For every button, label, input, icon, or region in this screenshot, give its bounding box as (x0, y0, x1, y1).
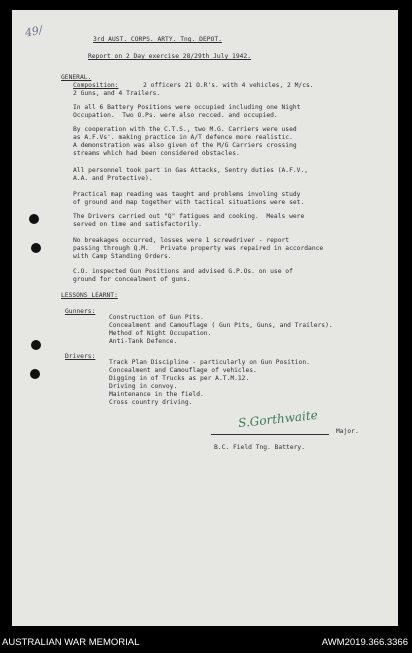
paragraph-line: served on time and satisfactorily. (73, 221, 202, 228)
drivers-label: Drivers: (65, 353, 96, 360)
paragraph-line: C.O. inspected Gun Positions and advised G.P.Os. on use of (73, 268, 293, 275)
signatory-rank: Major. (336, 428, 359, 435)
footer-attribution: AUSTRALIAN WAR MEMORIAL (2, 637, 140, 648)
paragraph-line: streams which had been considered obstacles. (73, 150, 240, 157)
paragraph-line: The Drivers carried out "Q" fatigues and cooking. Meals were (73, 213, 305, 220)
gunners-label: Gunners: (65, 308, 96, 315)
paragraph-line: In all 6 Battery Positions were occupied including one Night (73, 104, 301, 111)
drivers-item: Track Plan Discipline - particularly on Gun Position. (109, 359, 310, 366)
gunners-item: Construction of Gun Pits. (109, 314, 204, 321)
drivers-item: Maintenance in the field. (109, 391, 204, 398)
corner-annotation: 49/ (23, 23, 44, 40)
punch-hole (30, 369, 40, 379)
punch-hole (31, 243, 41, 253)
gunners-item: Method of Night Occupation. (109, 330, 212, 337)
signatory-unit: B.C. Field Tng. Battery. (214, 444, 305, 451)
paragraph-line: Occupation. Two O.Ps. were also recced. and occupied. (73, 112, 278, 119)
lessons-heading: LESSONS LEARNT: (61, 292, 118, 299)
paragraph-line: Practical map reading was taught and problems involing study (73, 191, 301, 198)
paragraph-line: with Camp Standing Orders. (73, 253, 172, 260)
gunners-item: Anti-Tank Defence. (109, 338, 178, 345)
signature: S.Gorthwaite (237, 407, 319, 431)
general-heading: GENERAL. (61, 74, 92, 81)
signature-line (211, 434, 329, 435)
paragraph-line: A.A. and Protective). (73, 175, 153, 182)
drivers-item: Driving in convoy. (109, 383, 178, 390)
document-subtitle: Report on 2 Day exercise 28/29th July 1942. (88, 53, 252, 60)
punch-hole (31, 340, 41, 350)
paragraph-line: as A.F.Vs'. making practice in A/T defence more realistic. (73, 134, 293, 141)
paragraph-line: of ground and map together with tactical situations were set. (73, 199, 305, 206)
gunners-item: Concealment and Camouflage ( Gun Pits, Guns, and Trailers). (109, 322, 333, 329)
document-title: 3rd AUST. CORPS. ARTY. Tng. DEPOT. (93, 36, 222, 43)
composition-line-1: 2 officers 21 O.R's. with 4 vehicles, 2 M/cs. (143, 82, 314, 89)
composition-line-2: 2 Guns, and 4 Trailers. (73, 90, 161, 97)
document-page (12, 10, 398, 626)
paragraph-line: ground for concealment of guns. (73, 276, 191, 283)
paragraph-line: passing through Q.M. Private property was repaired in accordance (73, 245, 324, 252)
drivers-item: Digging in of Trucks as per A.T.M.12. (109, 375, 250, 382)
punch-hole (29, 214, 39, 224)
drivers-item: Concealment and Camouflage of vehicles. (109, 367, 257, 374)
composition-label: Composition: (73, 82, 119, 89)
paragraph-line: By cooperation with the C.T.S., two M.G. Carriers were used (73, 126, 297, 133)
footer-bar (0, 626, 412, 653)
drivers-item: Cross country driving. (109, 399, 193, 406)
paragraph-line: All personnel took part in Gas Attacks, Sentry duties (A.F.V., (73, 167, 309, 174)
footer-accession-number: AWM2019.366.3366 (321, 637, 408, 648)
paragraph-line: A demonstration was also given of the M/G Carriers crossing (73, 142, 297, 149)
paragraph-line: No breakages occurred, losses were 1 screwdriver - report (73, 237, 290, 244)
